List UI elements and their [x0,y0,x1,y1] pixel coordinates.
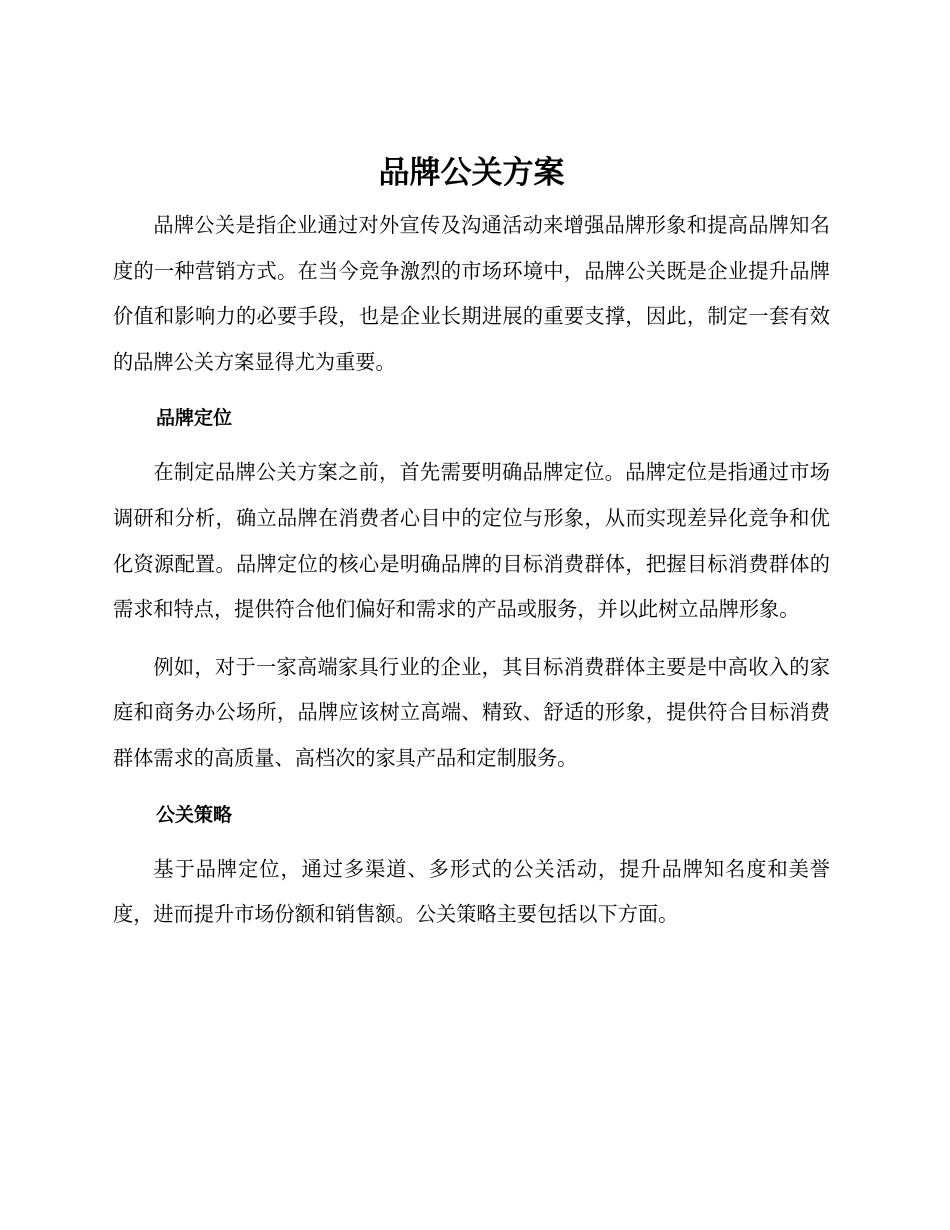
section-heading-pr-strategy: 公关策略 [156,803,233,826]
document-page [113,145,830,938]
brand-positioning-paragraph-2: 例如，对于一家高端家具行业的企业，其目标消费群体主要是中高收入的家庭和商务办公场所，品牌应该树立高端、精致、舒适的形象，提供符合目标消费群体需求的高质量、高档次的家具产品和定制服务。 [113,654,830,770]
document-title: 品牌公关方案 [378,155,565,191]
brand-positioning-paragraph-1: 在制定品牌公关方案之前，首先需要明确品牌定位。品牌定位是指通过市场调研和分析，确立品牌在消费者心目中的定位与形象，从而实现差异化竞争和优化资源配置。品牌定位的核心是明确品牌的目标消费群体，把握目标消费群体的需求和特点，提供符合他们偏好和需求的产品或服务，并以此树立品牌形象。 [113,460,830,622]
section-heading-brand-positioning: 品牌定位 [156,407,233,430]
pr-strategy-paragraph-1: 基于品牌定位，通过多渠道、多形式的公关活动，提升品牌知名度和美誉度，进而提升市场份额和销售额。公关策略主要包括以下方面。 [113,856,830,927]
intro-paragraph: 品牌公关是指企业通过对外宣传及沟通活动来增强品牌形象和提高品牌知名度的一种营销方式。在当今竞争激烈的市场环境中，品牌公关既是企业提升品牌价值和影响力的必要手段，也是企业长期进展的重要支撑，因此，制定一套有效的品牌公关方案显得尤为重要。 [113,213,830,374]
